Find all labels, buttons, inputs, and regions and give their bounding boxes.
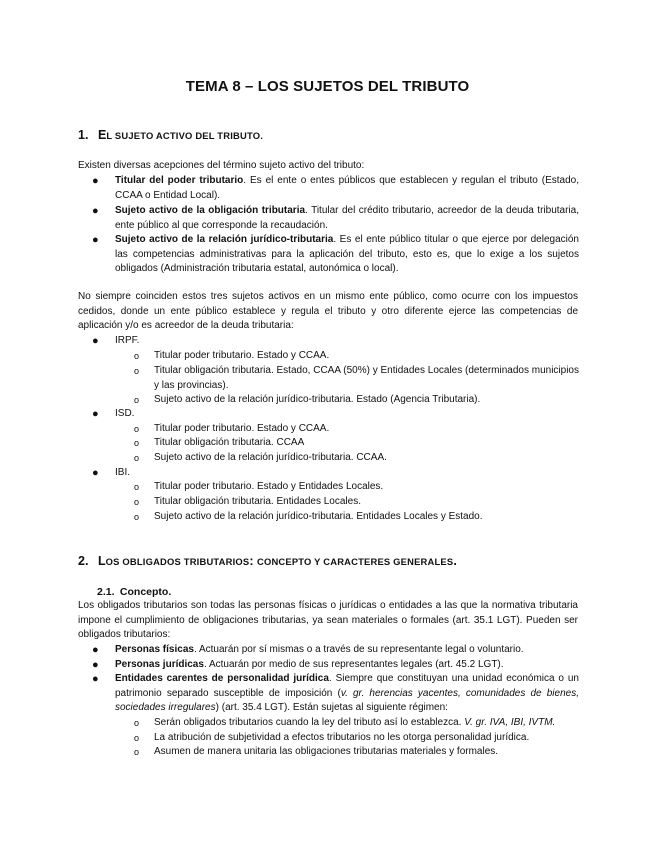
circle-bullet-icon: o bbox=[134, 747, 140, 757]
sub-list-item: o Titular poder tributario. Estado y CCAA. bbox=[154, 422, 579, 437]
list-item: ● ISD. bbox=[92, 408, 135, 420]
circle-bullet-icon: o bbox=[134, 497, 140, 507]
sub-list-item: o Sujeto activo de la relación jurídico-tributaria. Estado (Agencia Tributaria). bbox=[154, 393, 579, 408]
section-1-heading bbox=[78, 128, 263, 142]
bullet-icon: ● bbox=[92, 335, 99, 347]
sub-list-item: o Titular obligación tributaria. Entidades Locales. bbox=[154, 495, 579, 510]
sub-list-item: o Titular poder tributario. Estado y CCAA. bbox=[154, 349, 579, 364]
circle-bullet-icon: o bbox=[134, 512, 140, 522]
circle-bullet-icon: o bbox=[134, 438, 140, 448]
sub-list-item: o Titular obligación tributaria. Estado, CCAA (50%) y Entidades Locales (determinados municipios y las provincias). bbox=[134, 365, 579, 391]
list-item: ● Personas jurídicas. Actuarán por medio de sus representantes legales (art. 45.2 LGT). bbox=[92, 659, 504, 671]
circle-bullet-icon: o bbox=[134, 718, 140, 728]
circle-bullet-icon: o bbox=[134, 366, 140, 376]
sub-list-item: o Titular poder tributario. Estado y Entidades Locales. bbox=[154, 480, 579, 495]
section-number: 2. bbox=[78, 554, 89, 568]
section-number: 1. bbox=[78, 128, 89, 142]
list-item: ● Entidades carentes de personalidad jurídica. Siempre que constituyan una unidad económica o un patrimonio separado susceptible de imposición (v. gr. herencias yacentes, comunidades de bienes, sociedades irregulares) (art. 35.4 LGT). Están sujetas al siguiente régimen: bbox=[92, 673, 579, 714]
list-item: ● IBI. bbox=[92, 467, 131, 479]
page-title: TEMA 8 – LOS SUJETOS DEL TRIBUTO bbox=[185, 78, 470, 95]
bullet-icon: ● bbox=[92, 175, 99, 187]
list-item: ● Titular del poder tributario. Es el ente o entes públicos que establecen y regulan el tributo (Estado, CCAA o Entidad Local). bbox=[92, 175, 579, 201]
bullet-icon: ● bbox=[92, 644, 99, 656]
circle-bullet-icon: o bbox=[134, 351, 140, 361]
heading-rest: OS OBLIGADOS TRIBUTARIOS bbox=[105, 556, 250, 567]
sub-list-item: o Sujeto activo de la relación jurídico-tributaria. CCAA. bbox=[154, 451, 579, 466]
bullet-icon: ● bbox=[92, 467, 99, 479]
circle-bullet-icon: o bbox=[134, 424, 140, 434]
list-item: ● Personas físicas. Actuarán por sí mismas o a través de su representante legal o voluntario. bbox=[92, 644, 524, 656]
circle-bullet-icon: o bbox=[134, 733, 140, 743]
bullet-icon: ● bbox=[92, 205, 99, 217]
sub-list-item: o Titular obligación tributaria. CCAA bbox=[154, 436, 579, 451]
list-item: ● Sujeto activo de la obligación tributaria. Titular del crédito tributario, acreedor de la deuda tributaria, ente público al que corresponde la recaudación. bbox=[92, 205, 579, 231]
circle-bullet-icon: o bbox=[134, 453, 140, 463]
bullet-icon: ● bbox=[92, 659, 99, 671]
circle-bullet-icon: o bbox=[134, 482, 140, 492]
sub-list-item: o Sujeto activo de la relación jurídico-tributaria. Entidades Locales y Estado. bbox=[154, 510, 579, 525]
bullet-icon: ● bbox=[92, 673, 99, 685]
heading-end: . bbox=[453, 554, 457, 568]
list-item: ● Sujeto activo de la relación jurídico-tributaria. Es el ente público titular o que ejerce por delegación las competencias administrativas para la aplicación del tributo, esto es, que lo exige a los sujetos obligados (Administración tributaria estatal, autonómica o local). bbox=[92, 234, 579, 275]
circle-bullet-icon: o bbox=[134, 395, 140, 405]
section-2-paragraph: Los obligados tributarios son todas las personas físicas o jurídicas o entidades a las que la normativa tributaria impone el cumplimiento de obligaciones tributarias, ya sean materiales o formales (art. 35.1 LGT). Pueden ser obligados tributarios: bbox=[78, 600, 578, 641]
section-1-paragraph: No siempre coinciden estos tres sujetos activos en un mismo ente público, como ocurre con los impuestos cedidos, donde un ente público establece y regula el tributo y otro diferente ejerce las competencias de aplicación y/o es acreedor de la deuda tributaria: bbox=[78, 291, 578, 332]
sub-list-item: o La atribución de subjetividad a efectos tributarios no les otorga personalidad jurídica. bbox=[154, 731, 579, 746]
bullet-icon: ● bbox=[92, 408, 99, 420]
list-item: ● IRPF. bbox=[92, 335, 140, 347]
subsection-heading bbox=[97, 586, 171, 598]
heading-rest: L SUJETO ACTIVO DEL TRIBUTO. bbox=[106, 130, 264, 141]
sub-list-item: o Serán obligados tributarios cuando la ley del tributo así lo establezca. V. gr. IVA, IBI, IVTM. bbox=[154, 716, 579, 731]
heading-rest: CONCEPTO Y CARACTERES GENERALES bbox=[256, 556, 454, 567]
section-1-intro: Existen diversas acepciones del término sujeto activo del tributo: bbox=[78, 160, 365, 171]
heading-colon: : bbox=[249, 554, 257, 568]
section-2-heading bbox=[78, 554, 457, 568]
subsection-title: Concepto. bbox=[119, 586, 172, 598]
heading-cap: L bbox=[98, 554, 106, 568]
heading-cap: E bbox=[98, 128, 107, 142]
subsection-number: 2.1. bbox=[97, 586, 115, 598]
bullet-icon: ● bbox=[92, 234, 99, 246]
sub-list-item: o Asumen de manera unitaria las obligaciones tributarias materiales y formales. bbox=[154, 745, 579, 760]
